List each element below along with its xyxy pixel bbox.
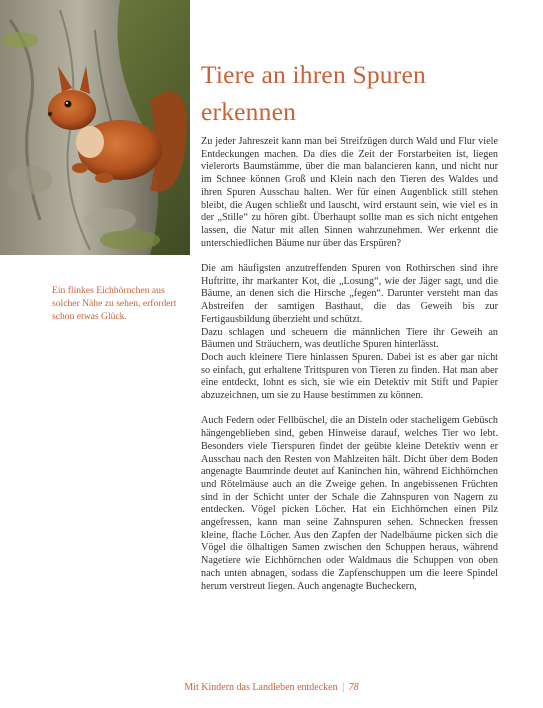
paragraph-gap xyxy=(201,403,498,416)
page-footer xyxy=(0,682,543,693)
body-paragraph: Auch Federn oder Fellbüschel, die an Disteln oder stacheligem Gebüsch hängengeblieben sind, geben Hinweise darauf, welches Tier wo lebt. Besonders viele Tierspuren findet der geübte kleine Detektiv wenn er Ausschau nach den Resten von Mahlzeiten hält. Dicht über dem Boden angenagte Baumrinde deutet auf Kaninchen hin, während Eichhörnchen und Rötelmäuse auch an die Zweige gehen. In angebissenen Früchten sind in der Schicht unter der Schale die Zahnspuren von Nagern zu entdecken. Vögel picken Löcher. Hat ein Eichhörnchen einen Pilz angefressen, kann man seine Zahnspuren sehen. Schnecken fressen kleine, flache Löcher. Aus den Zapfen der Nadelbäume picken sich die Vögel die ölhaltigen Samen zwischen den Schuppen heraus, während Nagetiere wie Eichhörnchen oder Waldmaus die Schuppen von oben nach unten abnagen, sodass die Zapfenschuppen um die leere Spindel herum verstreut liegen. Auch angenagte Bucheckern, xyxy=(201,415,498,592)
body-paragraph: Die am häufigsten anzutreffenden Spuren von Rothirschen sind ihre Huftritte, ihr markanter Kot, die „Losung“, wie der Jäger sagt, und die Bäume, an denen sich die Hirsche „fegen“. Darunter versteht man das Abstreifen der samtigen Basthaut, die das Geweih bis zur Fertigausbildung überzieht und schützt. xyxy=(201,263,498,325)
footer-book-title: Mit Kindern das Landleben entdecken xyxy=(184,682,338,693)
squirrel-photo xyxy=(0,0,190,255)
article-body xyxy=(201,136,498,593)
squirrel-illustration xyxy=(0,0,190,255)
page-number: 78 xyxy=(348,682,359,693)
body-paragraph: Doch auch kleinere Tiere hinlassen Spuren. Dabei ist es aber gar nicht so einfach, gut erhaltene Trittspuren von Tieren zu finden. Hat man aber eine entdeckt, lohnt es sich, sie wie ein Detektiv mit Stift und Papier abzuzeichnen, um sie zu Hause bestimmen zu können. xyxy=(201,351,498,402)
body-paragraph: Dazu schlagen und scheuern die männlichen Tiere ihr Geweih an Bäumen und Sträuchern, was deutliche Spuren hinterlässt. xyxy=(201,326,498,351)
paragraph-gap xyxy=(201,250,498,263)
article-title: Tiere an ihren Spuren erkennen xyxy=(201,60,426,126)
photo-caption: Ein flinkes Eichhörnchen aus solcher Nähe zu sehen, erfordert schon etwas Glück. xyxy=(52,285,177,322)
body-paragraph: Zu jeder Jahreszeit kann man bei Streifzügen durch Wald und Flur viele Entdeckungen machen. Da dies die Zeit der Forstarbeiten ist, liegen vielerorts Baumstämme, über die man balancieren kann, und nicht nur im Schnee können Groß und Klein nach den Tieren des Waldes und ihren Spuren Ausschau halten. Wer für einen Augenblick still stehen bleibt, die Augen schließt und lauscht, wird erstaunt sein, wie viel es in der „Stille“ zu hören gibt. Überhaupt sollte man es sich nicht entgehen lassen, die Natur mit allen Sinnen wahrzunehmen. Wer erkennt die unterschiedlichen Bäume nur über das Erspüren? xyxy=(201,136,498,249)
footer-separator: | xyxy=(342,682,345,693)
